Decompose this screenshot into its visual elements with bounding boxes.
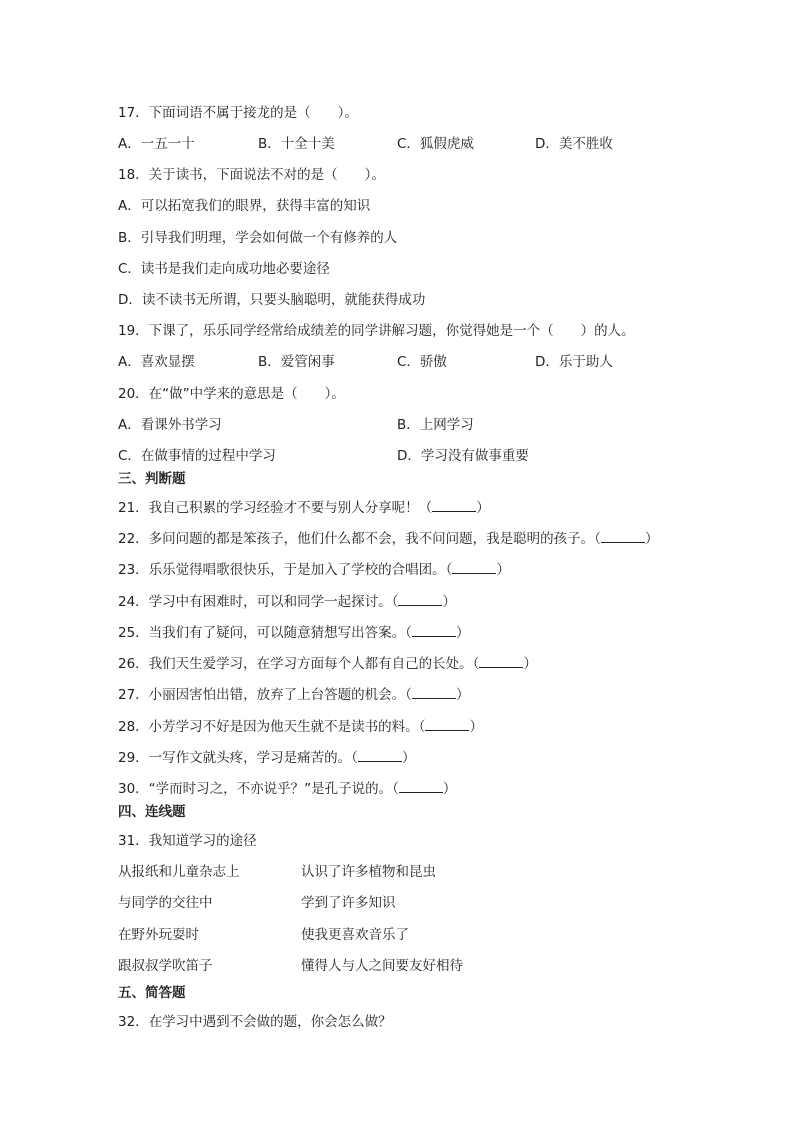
section-3-title: 三、判断题 — [118, 471, 186, 487]
judge-item-text: 29．一写作文就头疼，学习是痛苦的。（ — [118, 750, 358, 766]
answer-blank[interactable] — [398, 593, 442, 606]
question-19-stem: 19．下课了，乐乐同学经常给成绩差的同学讲解习题，你觉得她是一个（ ）的人。 — [118, 323, 635, 339]
answer-blank[interactable] — [452, 561, 496, 574]
question-17-stem: 17．下面词语不属于接龙的是（ ）。 — [118, 105, 358, 121]
judge-item-close: ） — [476, 500, 490, 516]
q19-option-d: D．乐于助人 — [535, 354, 613, 370]
section-5-title: 五、简答题 — [118, 985, 186, 1001]
judge-item-22 — [118, 530, 658, 548]
judge-item-28 — [118, 718, 483, 736]
answer-blank[interactable] — [358, 749, 402, 762]
q18-option-b: B．引导我们明理，学会如何做一个有修养的人 — [118, 230, 398, 246]
judge-item-text: 25．当我们有了疑问，可以随意猜想写出答案。（ — [118, 625, 412, 641]
judge-item-text: 21．我自己积累的学习经验才不要与别人分享呢！（ — [118, 500, 433, 516]
judge-item-29 — [118, 749, 415, 767]
judge-item-24 — [118, 593, 456, 611]
q19-option-a: A．喜欢显摆 — [118, 354, 195, 370]
q20-option-d: D．学习没有做事重要 — [397, 448, 529, 464]
judge-item-30 — [118, 780, 456, 798]
answer-blank[interactable] — [425, 718, 469, 731]
judge-item-text: 26．我们天生爱学习，在学习方面每个人都有自己的长处。（ — [118, 656, 480, 672]
judge-item-close: ） — [523, 656, 537, 672]
judge-item-text: 27．小丽因害怕出错，放弃了上台答题的机会。（ — [118, 687, 412, 703]
match-right-item[interactable]: 懂得人与人之间要友好相待 — [301, 958, 463, 974]
q18-option-a: A．可以拓宽我们的眼界，获得丰富的知识 — [118, 198, 371, 214]
q17-option-c: C．狐假虎威 — [397, 136, 474, 152]
q20-option-c: C．在做事情的过程中学习 — [118, 448, 276, 464]
judge-item-text: 22．多问问题的都是笨孩子，他们什么都不会，我不问问题，我是聪明的孩子。（ — [118, 531, 601, 547]
answer-blank[interactable] — [601, 530, 645, 543]
q18-option-c: C．读书是我们走向成功地必要途径 — [118, 261, 330, 277]
judge-item-close: ） — [442, 594, 456, 610]
judge-item-21 — [118, 499, 490, 517]
match-right-item[interactable]: 学到了许多知识 — [301, 895, 396, 911]
judge-item-close: ） — [455, 687, 470, 703]
judge-item-close: ） — [496, 562, 510, 578]
q17-option-b: B．十全十美 — [258, 136, 335, 152]
judge-item-close: ） — [455, 625, 470, 641]
judge-item-27 — [118, 686, 469, 704]
match-left-item[interactable]: 在野外玩耍时 — [118, 927, 199, 943]
answer-blank[interactable] — [399, 780, 443, 793]
question-20-stem: 20．在“做”中学来的意思是（ ）。 — [118, 386, 345, 402]
question-32-stem: 32．在学习中遇到不会做的题，你会怎么做？ — [118, 1014, 392, 1030]
question-31-stem: 31．我知道学习的途径 — [118, 833, 257, 849]
match-right-item[interactable]: 使我更喜欢音乐了 — [301, 927, 409, 943]
judge-item-text: 28．小芳学习不好是因为他天生就不是读书的料。（ — [118, 719, 426, 735]
match-left-item[interactable]: 跟叔叔学吹笛子 — [118, 958, 213, 974]
section-4-title: 四、连线题 — [118, 804, 186, 820]
match-right-item[interactable]: 认识了许多植物和昆虫 — [301, 864, 436, 880]
judge-item-26 — [118, 655, 537, 673]
judge-item-text: 23．乐乐觉得唱歌很快乐，于是加入了学校的合唱团。（ — [118, 562, 453, 578]
question-18-stem: 18．关于读书，下面说法不对的是（ ）。 — [118, 167, 385, 183]
judge-item-close: ） — [442, 781, 457, 797]
judge-item-text: 24．学习中有困难时，可以和同学一起探讨。（ — [118, 594, 399, 610]
judge-item-23 — [118, 561, 510, 579]
judge-item-close: ） — [469, 719, 483, 735]
q17-option-d: D．美不胜收 — [535, 136, 613, 152]
q19-option-c: C．骄傲 — [397, 354, 447, 370]
answer-blank[interactable] — [412, 624, 456, 637]
q18-option-d: D．读不读书无所谓，只要头脑聪明，就能获得成功 — [118, 292, 426, 308]
judge-item-close: ） — [644, 531, 659, 547]
match-left-item[interactable]: 从报纸和儿童杂志上 — [118, 864, 240, 880]
q17-option-a: A．一五一十 — [118, 136, 195, 152]
answer-blank[interactable] — [412, 686, 456, 699]
judge-item-close: ） — [401, 750, 416, 766]
judge-item-text: 30．“学而时习之，不亦说乎？”是孔子说的。（ — [118, 781, 399, 797]
judge-item-25 — [118, 624, 469, 642]
q20-option-a: A．看课外书学习 — [118, 417, 222, 433]
answer-blank[interactable] — [432, 499, 476, 512]
q19-option-b: B．爱管闲事 — [258, 354, 335, 370]
answer-blank[interactable] — [479, 655, 523, 668]
match-left-item[interactable]: 与同学的交往中 — [118, 895, 213, 911]
q20-option-b: B．上网学习 — [397, 417, 474, 433]
